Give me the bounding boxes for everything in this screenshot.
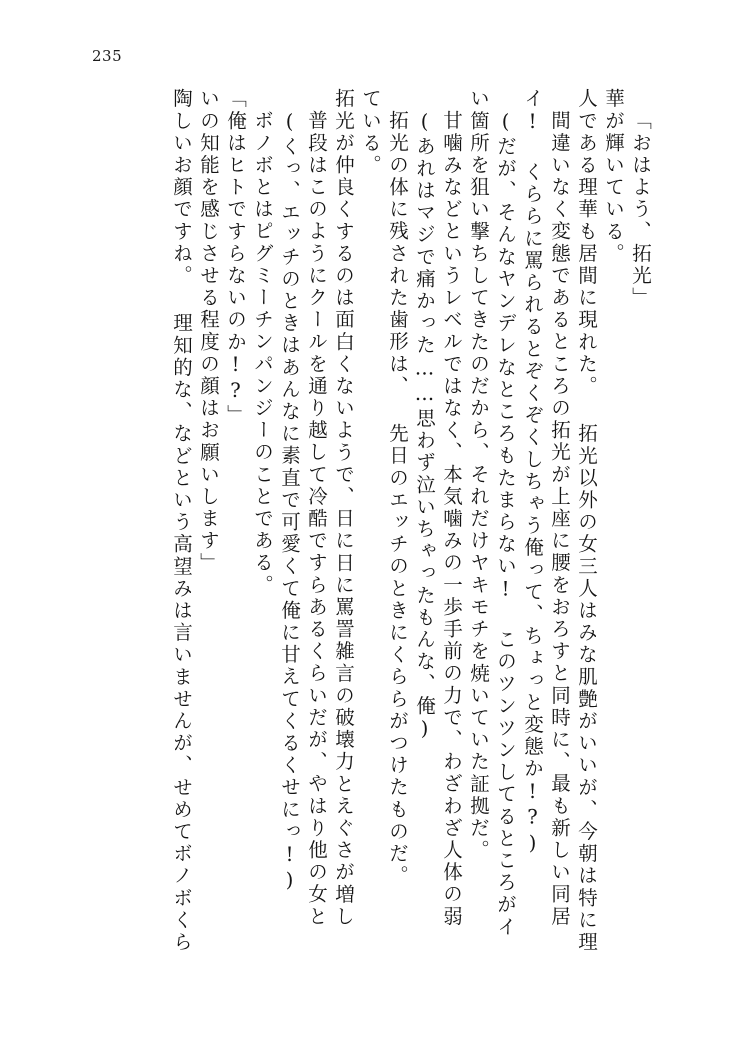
- text-column: 拓光が仲良くするのは面白くないようで、日に日に罵詈雑言の破壊力とえぐさが増し: [332, 88, 355, 928]
- text-column: 普段はこのようにクールを通り越して冷酷ですらあるくらいだが、やはり他の女と: [305, 110, 328, 928]
- text-column: (あれはマジで痛かった……思わず泣いちゃったもんな、俺): [413, 110, 436, 743]
- text-column: イ! くららに罵られるとぞくぞくしちゃう俺って、ちょっと変態か!?): [521, 88, 544, 857]
- text-column: (くっ、エッチのときはあんなに素直で可愛くて俺に甘えてくるくせにっ!): [278, 110, 301, 894]
- text-column: 陶しいお顔ですね。 理知的な、などという高望みは言いませんが、せめてボノボくら: [170, 88, 193, 954]
- text-column: (だが、そんなヤンデレなところもたまらない! このツンツンしてるところがイ: [494, 110, 517, 939]
- text-column: 「俺はヒトですらないのか!?」: [224, 88, 247, 427]
- text-column: ている。: [359, 88, 382, 177]
- text-column: ボノボとはピグミーチンパンジーのことである。: [251, 110, 274, 597]
- text-column: 拓光の体に残された歯形は、 先日のエッチのときにくららがつけたものだ。: [386, 110, 409, 887]
- vertical-text-body: [164, 88, 650, 968]
- text-column: 華が輝いている。: [602, 88, 625, 265]
- text-column: い箇所を狙い撃ちしてきたのだから、それだけヤキモチを焼いていた証拠だ。: [467, 88, 490, 862]
- text-column: 人である理華も居間に現れた。 拓光以外の女三人はみな肌艶がいいが、今朝は特に理: [575, 88, 598, 954]
- text-column: いの知能を感じさせる程度の顔はお願いします」: [197, 88, 220, 575]
- page-number: 235: [92, 47, 123, 65]
- text-column: 間違いなく変態であるところの拓光が上座に腰をおろすと同時に、最も新しい同居: [548, 110, 571, 928]
- text-column: 甘噛みなどというレベルではなく、本気噛みの一歩手前の力で、わざわざ人体の弱: [440, 110, 463, 928]
- text-column: 「おはよう、拓光」: [629, 110, 652, 309]
